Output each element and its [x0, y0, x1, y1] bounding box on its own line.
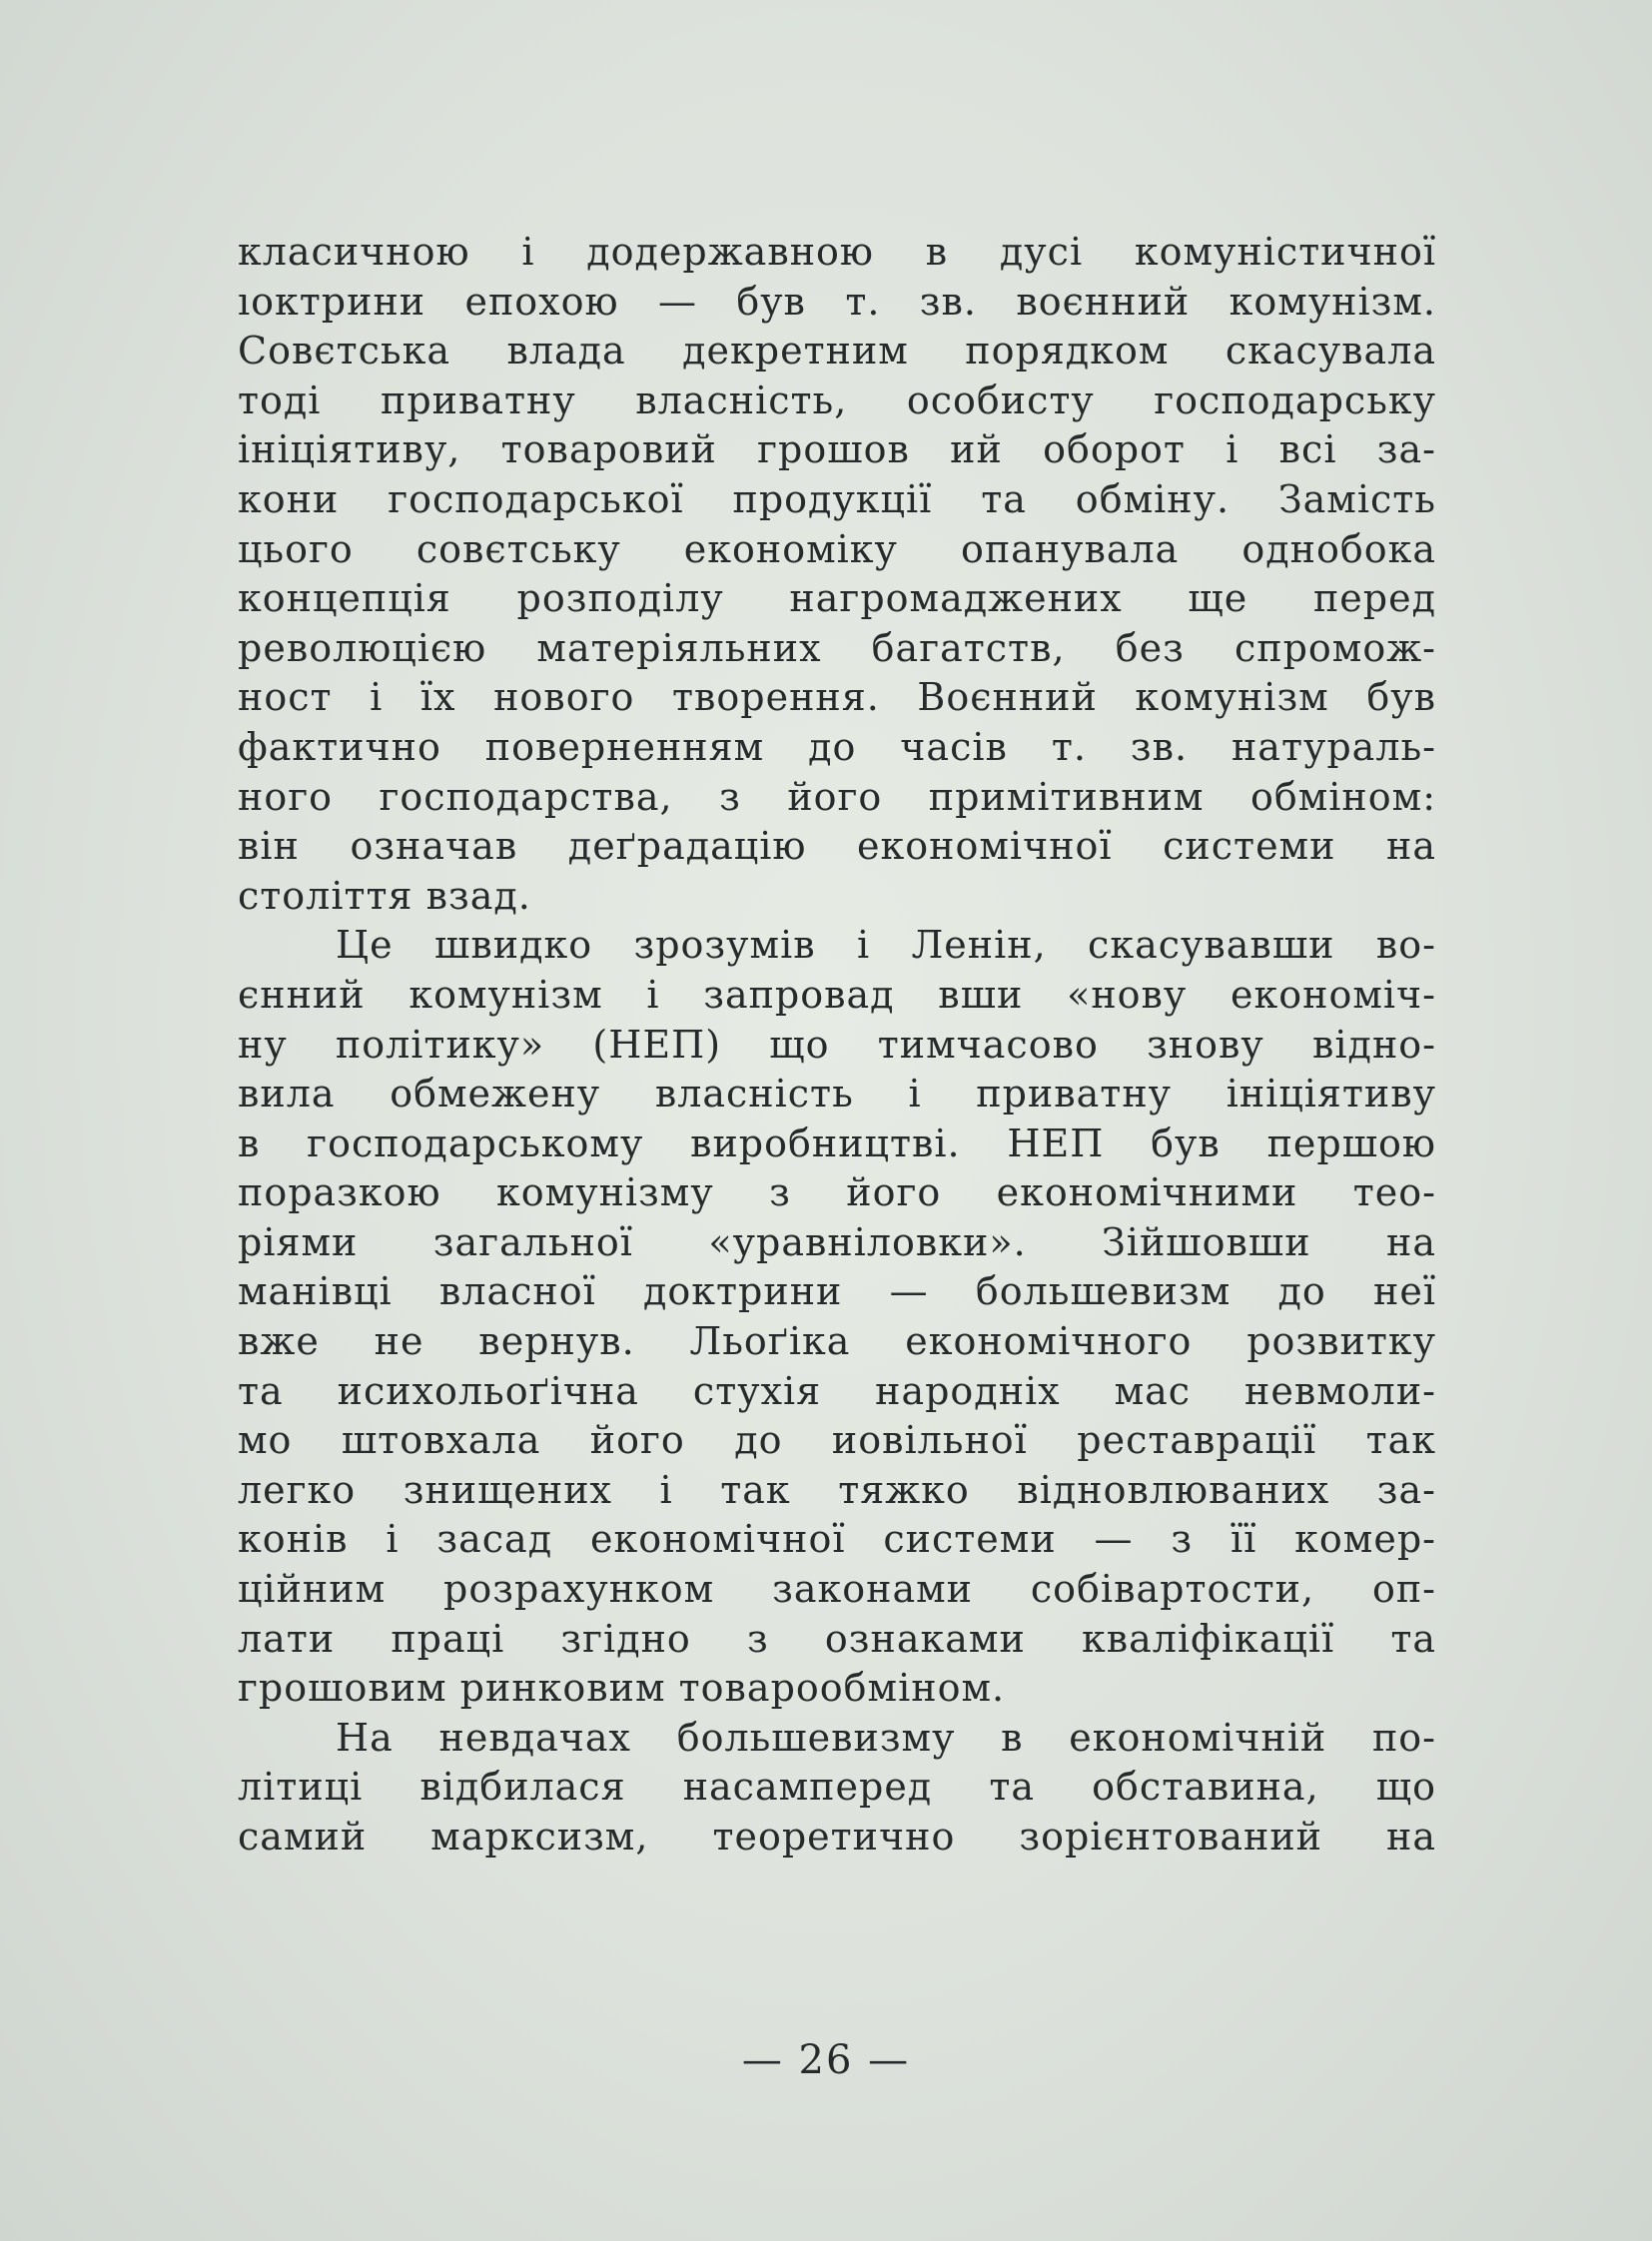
text-line: грошовим ринковим товарообміном. — [238, 1666, 1006, 1711]
text-line: ност і їх нового творення. Воєнний комунізм був — [238, 675, 1436, 720]
text-line: На невдачах большевизму в економічній по- — [336, 1715, 1436, 1760]
body-text — [238, 228, 1436, 1863]
text-line: цього совєтську економіку опанувала однобока — [238, 526, 1436, 571]
text-line: мо штовхала його до иовільної реставрації так — [238, 1418, 1436, 1463]
text-line: він означав деґрадацію економічної системи на — [238, 824, 1436, 869]
text-line: ıоктрини епохою — був т. зв. воєнний комунізм. — [238, 279, 1436, 324]
text-line: літиці відбилася насамперед та обставина, що — [238, 1765, 1436, 1810]
text-line: поразкою комунізму з його економічними тео- — [238, 1170, 1436, 1215]
text-line: ційним розрахунком законами собівартости, оп- — [238, 1567, 1436, 1612]
text-line: фактично поверненням до часів т. зв. натураль- — [238, 724, 1436, 769]
text-line: вже не вернув. Льоґіка економічного розвитку — [238, 1319, 1436, 1364]
text-line: ініціятиву, товаровий грошов ий оборот і всі за- — [238, 427, 1436, 472]
text-line: кони господарської продукції та обміну. Замість — [238, 476, 1436, 521]
text-line: ного господарства, з його примітивним обміном: — [238, 774, 1436, 819]
page-number: — 26 — — [741, 2037, 911, 2083]
text-line: вила обмежену власність і приватну ініціятиву — [238, 1072, 1436, 1117]
text-line: століття взад. — [238, 873, 531, 918]
text-line: самий марксизм, теоретично зорієнтований на — [238, 1815, 1436, 1859]
text-line: конів і засад економічної системи — з її комер- — [238, 1517, 1436, 1562]
text-line: концепція розподілу нагромаджених ще перед — [238, 576, 1436, 621]
text-line: легко знищених і так тяжко відновлюваних за- — [238, 1467, 1436, 1512]
text-line: Це швидко зрозумів і Ленін, скасувавши во- — [336, 923, 1436, 968]
text-line: ну політику» (НЕП) що тимчасово знову відно- — [238, 1022, 1436, 1067]
text-line: революцією матеріяльних багатств, без спромож- — [238, 625, 1436, 670]
text-line: ріями загальної «уравніловки». Зійшовши на — [238, 1219, 1436, 1264]
text-line: та исихольоґічна стухія народніх мас невмоли- — [238, 1368, 1436, 1413]
text-line: тоді приватну власність, особисту господарську — [238, 377, 1436, 422]
text-line: в господарському виробництві. НЕП був першою — [238, 1120, 1436, 1165]
text-line: Совєтська влада декретним порядком скасувала — [238, 329, 1436, 374]
text-line: єнний комунізм і запровад вши «нову економіч- — [238, 972, 1436, 1017]
text-line: лати праці згідно з ознаками кваліфікації та — [238, 1616, 1436, 1661]
text-line: класичною і додержавною в дусі комуністичної — [238, 230, 1436, 274]
text-line: манівці власної доктрини — большевизм до неї — [238, 1269, 1436, 1314]
